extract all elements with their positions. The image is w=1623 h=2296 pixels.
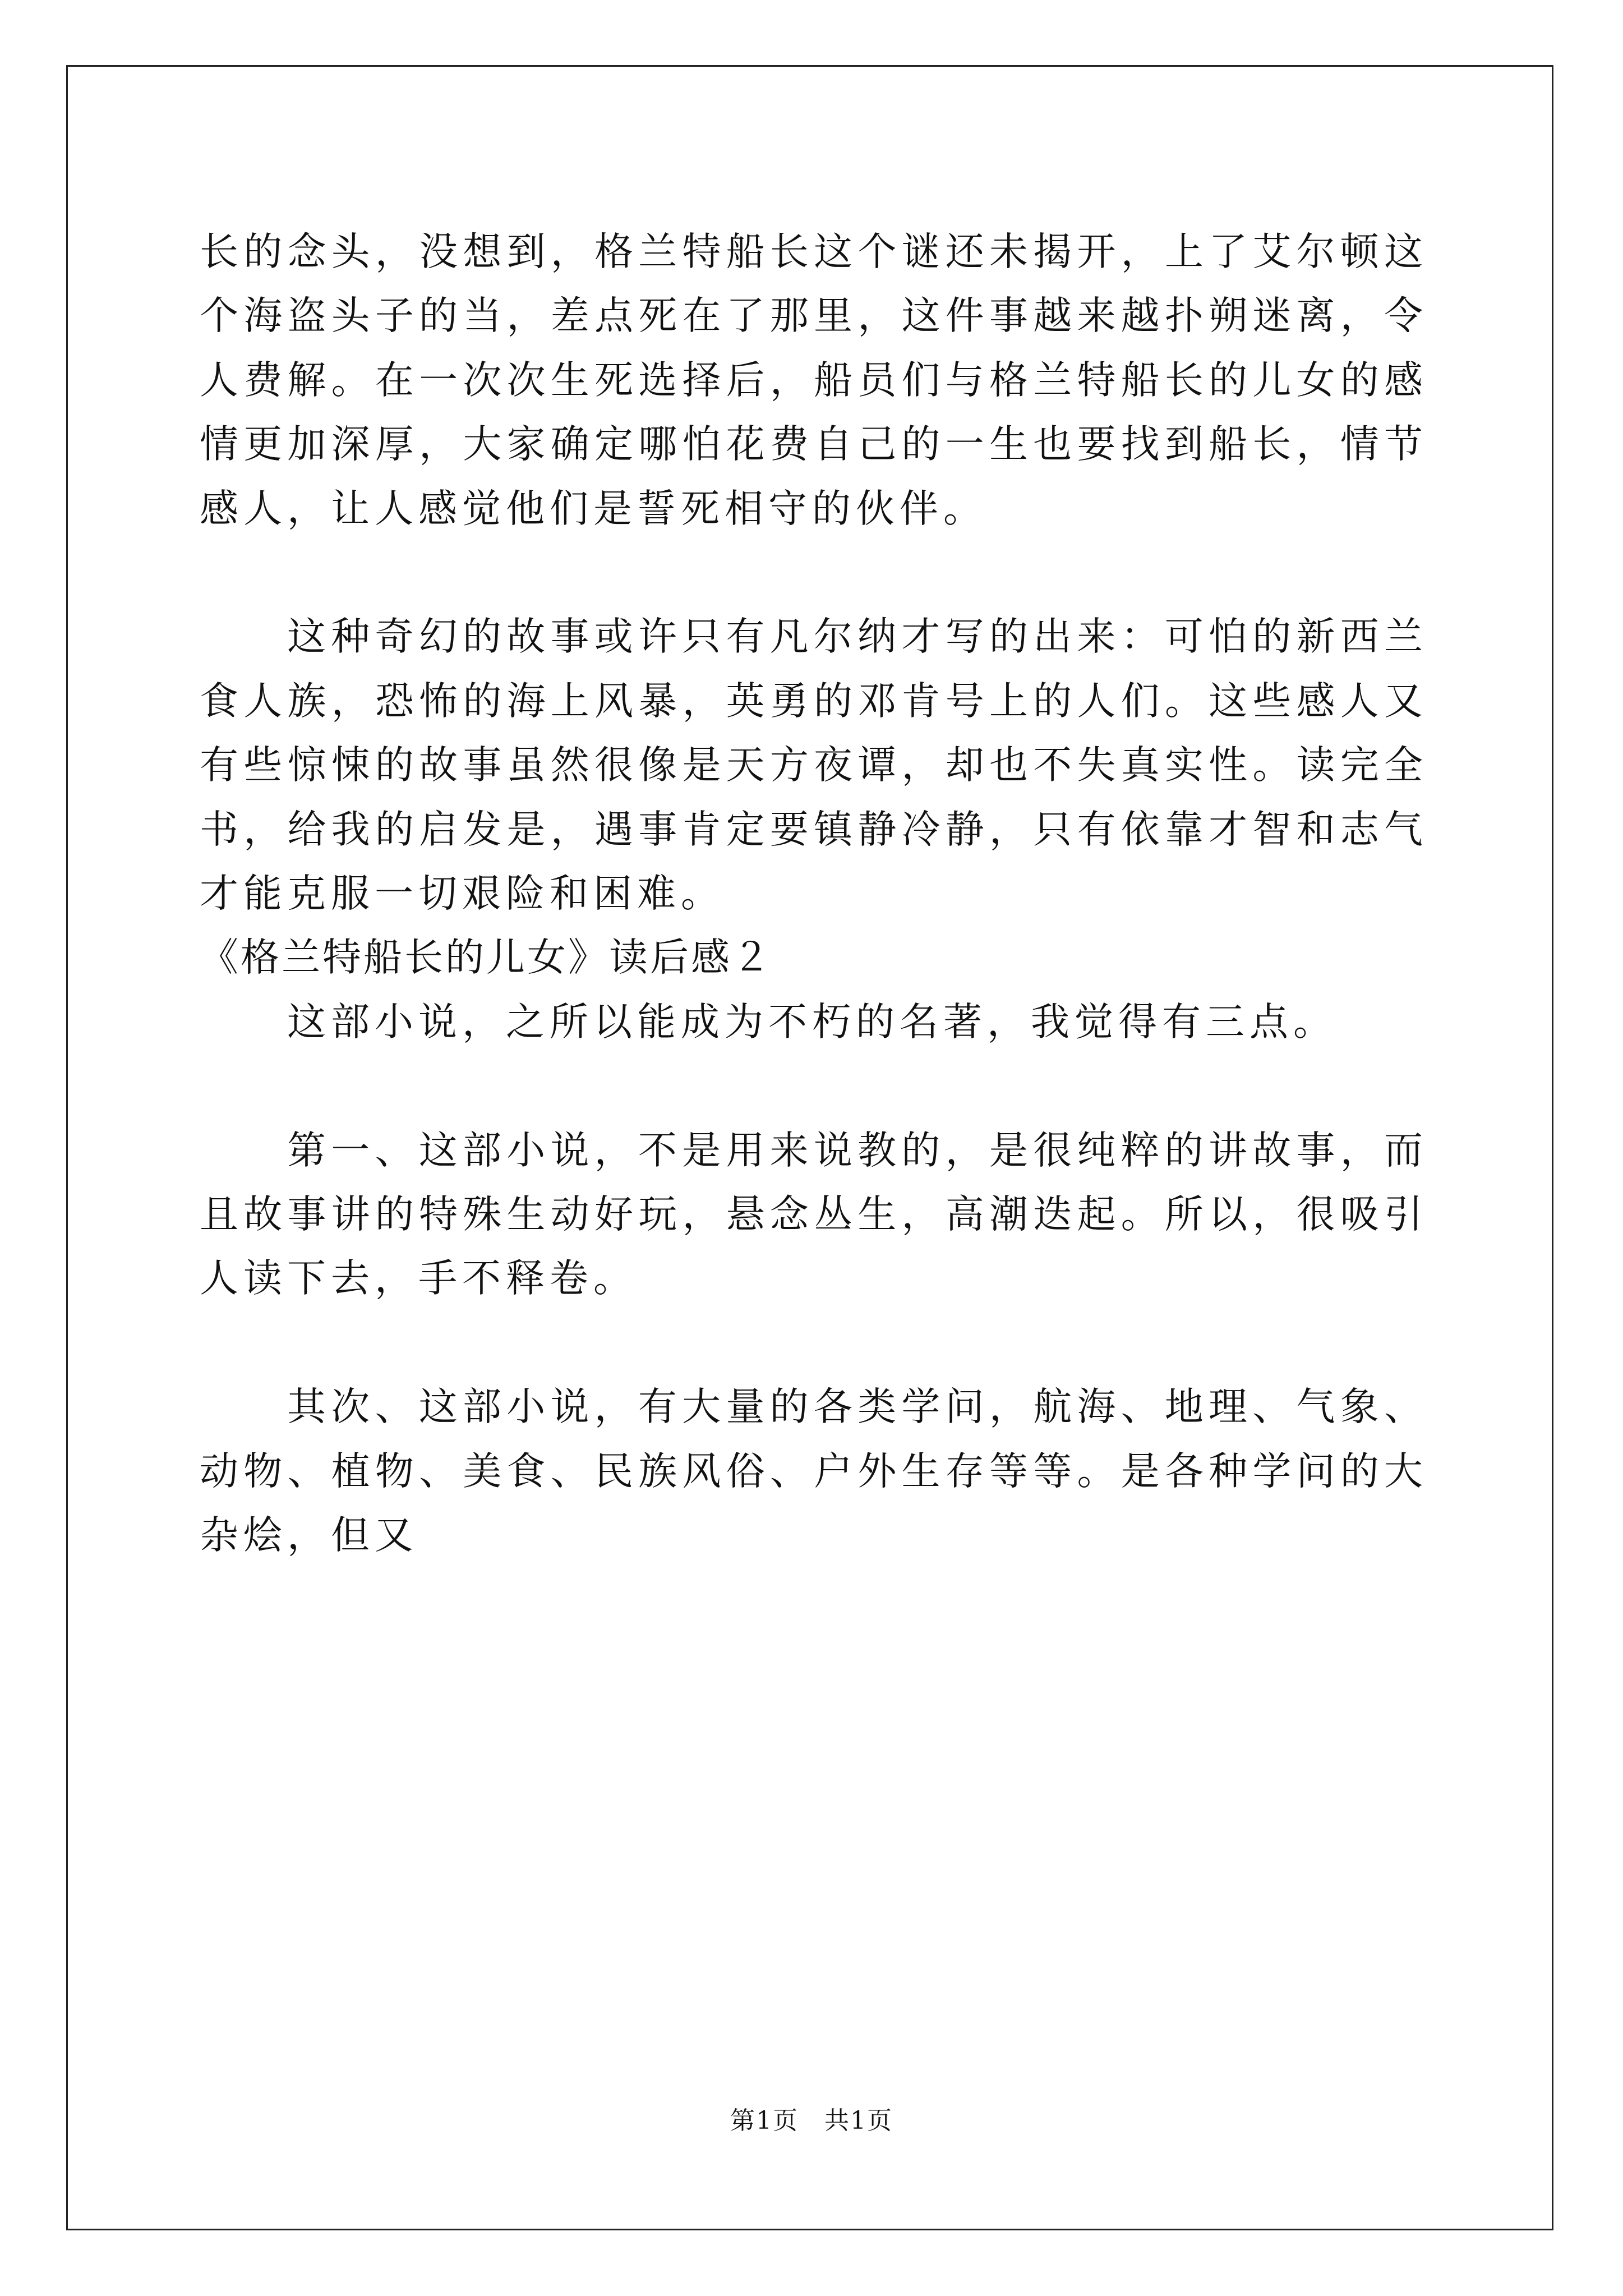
paragraph-4: 第一、这部小说，不是用来说教的，是很纯粹的讲故事，而且故事讲的特殊生动好玩，悬念丛生，高潮迭起。所以，很吸引人读下去，手不释卷。 [200,1128,1428,1301]
section-heading: 《格兰特船长的儿女》读后感２ [200,935,773,981]
document-body [200,220,1428,1567]
paragraph-spacer [200,541,1428,605]
paragraph-spacer [200,1311,1428,1375]
paragraph-1: 长的念头，没想到，格兰特船长这个谜还未揭开，上了艾尔顿这个海盗头子的当，差点死在了那里，这件事越来越扑朔迷离，令人费解。在一次次生死选择后，船员们与格兰特船长的儿女的感情更加深厚，大家确定哪怕花费自己的一生也要找到船长，情节感人，让人感觉他们是誓死相守的伙伴。 [200,229,1428,531]
paragraph-spacer [200,1054,1428,1118]
paragraph-5: 其次、这部小说，有大量的各类学问，航海、地理、气象、动物、植物、美食、民族风俗、户外生存等等。是各种学问的大杂烩，但又 [200,1384,1428,1558]
paragraph-3: 这部小说，之所以能成为不朽的名著，我觉得有三点。 [287,999,1337,1045]
paragraph-2: 这种奇幻的故事或许只有凡尔纳才写的出来：可怕的新西兰食人族，恐怖的海上风暴，英勇的邓肯号上的人们。这些感人又有些惊悚的故事虽然很像是天方夜谭，却也不失真实性。读完全书，给我的启发是，遇事肯定要镇静冷静，只有依靠才智和志气才能克服一切艰险和困难。 [200,614,1428,917]
page-footer: 第1页 共1页 [730,2106,893,2135]
